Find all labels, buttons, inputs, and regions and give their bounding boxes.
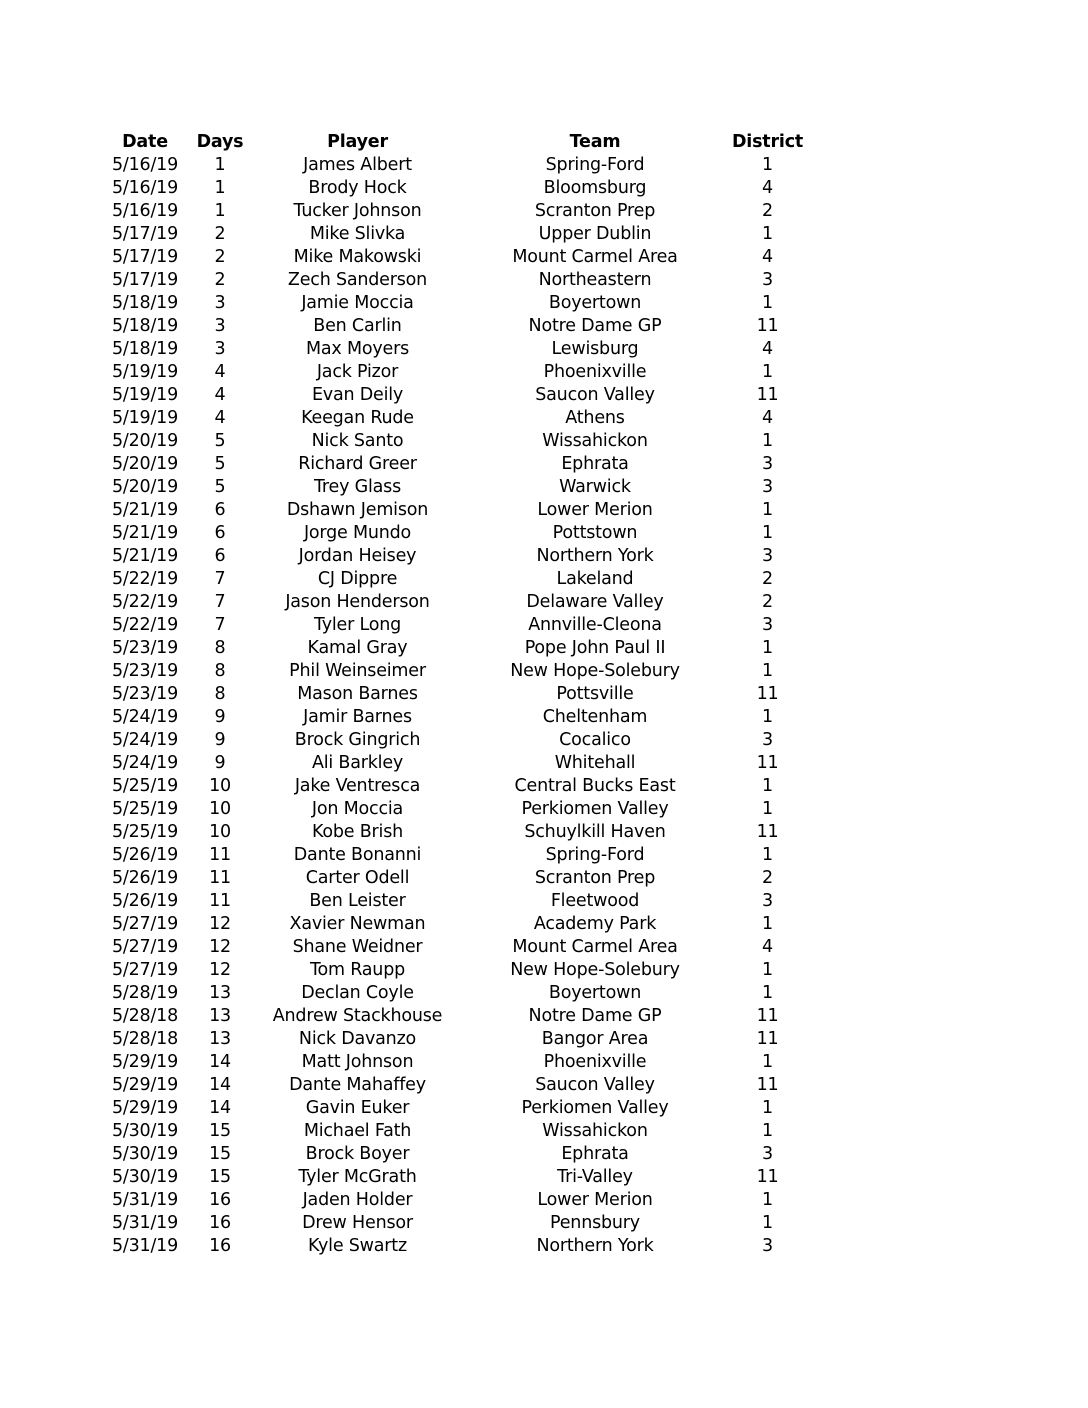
cell-date: 5/25/19 (111, 799, 179, 819)
cell-player: Tucker Johnson (293, 201, 422, 221)
cell-date: 5/28/19 (111, 983, 179, 1003)
cell-date: 5/27/19 (111, 960, 179, 980)
cell-days: 15 (209, 1144, 231, 1164)
cell-date: 5/24/19 (111, 707, 179, 727)
table-row (95, 200, 815, 223)
header-row (95, 131, 815, 154)
cell-team: Perkiomen Valley (521, 1098, 669, 1118)
cell-date: 5/25/19 (111, 776, 179, 796)
cell-district: 11 (756, 1075, 779, 1095)
cell-district: 4 (762, 408, 773, 428)
cell-days: 5 (214, 477, 226, 497)
cell-date: 5/17/19 (111, 247, 179, 267)
cell-district: 1 (762, 960, 773, 980)
cell-district: 3 (762, 730, 773, 750)
cell-days: 9 (214, 730, 226, 750)
cell-team: Notre Dame GP (528, 1006, 662, 1026)
cell-player: Phil Weinseimer (289, 661, 426, 681)
cell-district: 11 (756, 822, 779, 842)
cell-days: 14 (209, 1098, 231, 1118)
table-row (95, 1235, 815, 1258)
table-row (95, 292, 815, 315)
cell-team: New Hope-Solebury (510, 960, 680, 980)
cell-date: 5/17/19 (111, 270, 179, 290)
cell-date: 5/19/19 (111, 385, 179, 405)
cell-days: 7 (214, 569, 226, 589)
table-row (95, 384, 815, 407)
cell-days: 11 (209, 868, 231, 888)
cell-player: Jamir Barnes (303, 707, 412, 727)
cell-team: Notre Dame GP (528, 316, 662, 336)
cell-player: Dante Bonanni (293, 845, 422, 865)
cell-district: 11 (756, 684, 779, 704)
table-row (95, 729, 815, 752)
cell-days: 2 (214, 247, 226, 267)
cell-team: Pottsville (556, 684, 634, 704)
cell-days: 10 (209, 822, 231, 842)
cell-district: 2 (762, 592, 773, 612)
cell-district: 2 (762, 868, 773, 888)
table-row (95, 453, 815, 476)
table-row (95, 1028, 815, 1051)
table-row (95, 683, 815, 706)
cell-team: Boyertown (548, 983, 642, 1003)
cell-team: Mount Carmel Area (512, 937, 678, 957)
cell-team: Spring-Ford (545, 155, 645, 175)
table-row (95, 154, 815, 177)
cell-district: 1 (762, 799, 773, 819)
cell-days: 2 (214, 270, 226, 290)
cell-date: 5/28/18 (111, 1006, 179, 1026)
cell-team: Saucon Valley (535, 385, 655, 405)
cell-district: 4 (762, 247, 773, 267)
cell-player: Gavin Euker (305, 1098, 410, 1118)
cell-district: 1 (762, 500, 773, 520)
cell-date: 5/22/19 (111, 592, 179, 612)
cell-date: 5/16/19 (111, 178, 179, 198)
cell-player: Brock Boyer (305, 1144, 410, 1164)
cell-date: 5/24/19 (111, 753, 179, 773)
cell-district: 1 (762, 523, 773, 543)
table-row (95, 913, 815, 936)
cell-days: 12 (209, 937, 231, 957)
cell-date: 5/17/19 (111, 224, 179, 244)
cell-team: Tri-Valley (557, 1167, 633, 1187)
cell-team: Boyertown (548, 293, 642, 313)
cell-days: 13 (209, 1006, 231, 1026)
cell-days: 4 (214, 408, 226, 428)
cell-team: Saucon Valley (535, 1075, 655, 1095)
table-row (95, 1143, 815, 1166)
cell-district: 3 (762, 1236, 773, 1256)
table-row (95, 706, 815, 729)
cell-player: Tyler McGrath (298, 1167, 417, 1187)
cell-player: Richard Greer (298, 454, 417, 474)
cell-date: 5/28/18 (111, 1029, 179, 1049)
cell-days: 9 (214, 707, 226, 727)
cell-days: 11 (209, 891, 231, 911)
cell-team: Athens (565, 408, 625, 428)
cell-days: 12 (209, 914, 231, 934)
cell-player: Michael Fath (303, 1121, 412, 1141)
column-header-days: Days (196, 132, 244, 152)
cell-district: 11 (756, 1029, 779, 1049)
cell-player: Keegan Rude (301, 408, 414, 428)
cell-team: Delaware Valley (526, 592, 664, 612)
cell-date: 5/21/19 (111, 500, 179, 520)
cell-date: 5/23/19 (111, 684, 179, 704)
cell-date: 5/24/19 (111, 730, 179, 750)
cell-player: Kobe Brish (311, 822, 404, 842)
cell-player: Jaden Holder (302, 1190, 413, 1210)
table-row (95, 1120, 815, 1143)
table-row (95, 1189, 815, 1212)
table-row (95, 591, 815, 614)
cell-team: Phoenixville (543, 1052, 647, 1072)
table-row (95, 1005, 815, 1028)
cell-player: Trey Glass (314, 477, 401, 497)
cell-days: 3 (214, 316, 226, 336)
cell-player: Matt Johnson (301, 1052, 414, 1072)
cell-player: Dante Mahaffey (289, 1075, 426, 1095)
table-row (95, 568, 815, 591)
cell-days: 4 (214, 385, 226, 405)
cell-district: 1 (762, 293, 773, 313)
cell-days: 16 (209, 1213, 231, 1233)
cell-date: 5/16/19 (111, 201, 179, 221)
cell-days: 6 (214, 546, 226, 566)
cell-district: 11 (756, 1006, 779, 1026)
cell-player: Ben Leister (309, 891, 406, 911)
cell-player: Ben Carlin (313, 316, 402, 336)
cell-team: Upper Dublin (538, 224, 652, 244)
table-row (95, 798, 815, 821)
cell-district: 11 (756, 316, 779, 336)
cell-player: Drew Hensor (302, 1213, 413, 1233)
cell-player: Brody Hock (308, 178, 407, 198)
table-row (95, 1166, 815, 1189)
cell-date: 5/29/19 (111, 1075, 179, 1095)
cell-district: 1 (762, 224, 773, 244)
cell-district: 1 (762, 1213, 773, 1233)
cell-team: Bangor Area (541, 1029, 649, 1049)
cell-player: Ali Barkley (311, 753, 404, 773)
table-row (95, 844, 815, 867)
cell-date: 5/31/19 (111, 1236, 179, 1256)
cell-district: 1 (762, 914, 773, 934)
cell-team: Spring-Ford (545, 845, 645, 865)
cell-date: 5/23/19 (111, 661, 179, 681)
table-row (95, 338, 815, 361)
cell-days: 15 (209, 1121, 231, 1141)
cell-district: 1 (762, 362, 773, 382)
cell-player: James Albert (303, 155, 412, 175)
column-header-date: Date (122, 132, 168, 152)
table-row (95, 637, 815, 660)
cell-player: Mike Makowski (293, 247, 422, 267)
column-header-player: Player (327, 132, 388, 152)
cell-player: Tom Raupp (309, 960, 406, 980)
cell-player: Nick Davanzo (298, 1029, 417, 1049)
cell-date: 5/25/19 (111, 822, 179, 842)
table-row (95, 476, 815, 499)
cell-team: Northern York (536, 1236, 654, 1256)
cell-team: Ephrata (561, 1144, 629, 1164)
cell-player: Jordan Heisey (298, 546, 417, 566)
cell-district: 1 (762, 431, 773, 451)
table-row (95, 177, 815, 200)
table-row (95, 614, 815, 637)
cell-district: 1 (762, 1121, 773, 1141)
cell-date: 5/23/19 (111, 638, 179, 658)
cell-date: 5/27/19 (111, 914, 179, 934)
cell-player: Nick Santo (311, 431, 404, 451)
cell-district: 11 (756, 1167, 779, 1187)
cell-date: 5/29/19 (111, 1052, 179, 1072)
cell-team: Fleetwood (550, 891, 640, 911)
cell-team: Central Bucks East (514, 776, 676, 796)
cell-date: 5/18/19 (111, 316, 179, 336)
cell-player: Tyler Long (313, 615, 402, 635)
cell-player: Carter Odell (305, 868, 410, 888)
cell-days: 16 (209, 1236, 231, 1256)
cell-days: 10 (209, 799, 231, 819)
cell-team: Schuylkill Haven (524, 822, 666, 842)
cell-days: 14 (209, 1052, 231, 1072)
cell-district: 2 (762, 569, 773, 589)
cell-player: Max Moyers (306, 339, 409, 359)
cell-date: 5/26/19 (111, 845, 179, 865)
cell-date: 5/30/19 (111, 1167, 179, 1187)
cell-district: 3 (762, 270, 773, 290)
cell-days: 15 (209, 1167, 231, 1187)
cell-days: 4 (214, 362, 226, 382)
cell-district: 1 (762, 983, 773, 1003)
cell-player: Mike Slivka (309, 224, 406, 244)
cell-days: 8 (214, 684, 226, 704)
cell-district: 3 (762, 546, 773, 566)
cell-team: Annville-Cleona (528, 615, 662, 635)
table-row (95, 867, 815, 890)
cell-days: 8 (214, 661, 226, 681)
cell-district: 4 (762, 339, 773, 359)
cell-player: Mason Barnes (297, 684, 418, 704)
cell-district: 3 (762, 615, 773, 635)
cell-team: Perkiomen Valley (521, 799, 669, 819)
cell-days: 11 (209, 845, 231, 865)
cell-team: Scranton Prep (534, 868, 656, 888)
cell-team: New Hope-Solebury (510, 661, 680, 681)
cell-date: 5/22/19 (111, 569, 179, 589)
cell-team: Mount Carmel Area (512, 247, 678, 267)
cell-team: Academy Park (533, 914, 657, 934)
cell-days: 7 (214, 592, 226, 612)
cell-team: Northeastern (538, 270, 652, 290)
table-body (95, 154, 815, 1258)
table-row (95, 959, 815, 982)
table-row (95, 1212, 815, 1235)
cell-district: 1 (762, 155, 773, 175)
cell-player: Jon Moccia (311, 799, 404, 819)
cell-date: 5/26/19 (111, 868, 179, 888)
cell-date: 5/30/19 (111, 1144, 179, 1164)
cell-player: Andrew Stackhouse (272, 1006, 443, 1026)
cell-date: 5/31/19 (111, 1190, 179, 1210)
column-header-team: Team (569, 132, 621, 152)
cell-date: 5/22/19 (111, 615, 179, 635)
cell-district: 2 (762, 201, 773, 221)
cell-player: CJ Dippre (317, 569, 398, 589)
table-row (95, 269, 815, 292)
cell-days: 9 (214, 753, 226, 773)
table-row (95, 499, 815, 522)
cell-player: Zech Sanderson (287, 270, 428, 290)
cell-team: Ephrata (561, 454, 629, 474)
cell-date: 5/18/19 (111, 293, 179, 313)
cell-date: 5/20/19 (111, 431, 179, 451)
cell-player: Dshawn Jemison (286, 500, 429, 520)
table-row (95, 1097, 815, 1120)
cell-district: 1 (762, 776, 773, 796)
cell-team: Phoenixville (543, 362, 647, 382)
cell-district: 1 (762, 638, 773, 658)
cell-days: 13 (209, 983, 231, 1003)
cell-team: Wissahickon (542, 1121, 648, 1141)
table-row (95, 1074, 815, 1097)
cell-date: 5/19/19 (111, 362, 179, 382)
cell-player: Evan Deily (311, 385, 404, 405)
cell-days: 6 (214, 500, 226, 520)
cell-team: Lewisburg (551, 339, 639, 359)
cell-player: Jack Pizor (316, 362, 399, 382)
cell-district: 1 (762, 1052, 773, 1072)
cell-team: Pottstown (552, 523, 638, 543)
cell-player: Jake Ventresca (294, 776, 421, 796)
table-row (95, 660, 815, 683)
cell-player: Shane Weidner (292, 937, 423, 957)
cell-days: 1 (214, 201, 226, 221)
cell-district: 1 (762, 661, 773, 681)
cell-date: 5/16/19 (111, 155, 179, 175)
cell-district: 1 (762, 1098, 773, 1118)
table-row (95, 982, 815, 1005)
cell-player: Xavier Newman (289, 914, 426, 934)
cell-player: Jason Henderson (285, 592, 430, 612)
table-row (95, 223, 815, 246)
cell-team: Lower Merion (537, 1190, 653, 1210)
table-row (95, 315, 815, 338)
table-row (95, 936, 815, 959)
cell-player: Brock Gingrich (294, 730, 421, 750)
table-row (95, 361, 815, 384)
cell-days: 16 (209, 1190, 231, 1210)
player-roster-table (95, 131, 815, 1258)
cell-district: 3 (762, 891, 773, 911)
cell-player: Jorge Mundo (303, 523, 412, 543)
cell-player: Kamal Gray (307, 638, 408, 658)
table-row (95, 752, 815, 775)
cell-team: Scranton Prep (534, 201, 656, 221)
cell-days: 5 (214, 454, 226, 474)
cell-player: Jamie Moccia (301, 293, 414, 313)
table-row (95, 1051, 815, 1074)
cell-district: 11 (756, 753, 779, 773)
cell-team: Lakeland (556, 569, 634, 589)
cell-district: 1 (762, 707, 773, 727)
cell-date: 5/20/19 (111, 454, 179, 474)
table-row (95, 775, 815, 798)
cell-days: 10 (209, 776, 231, 796)
cell-team: Wissahickon (542, 431, 648, 451)
table-row (95, 407, 815, 430)
cell-days: 8 (214, 638, 226, 658)
cell-days: 2 (214, 224, 226, 244)
table-row (95, 821, 815, 844)
cell-team: Warwick (559, 477, 631, 497)
cell-days: 12 (209, 960, 231, 980)
column-header-district: District (731, 132, 804, 152)
cell-team: Pope John Paul II (524, 638, 666, 658)
cell-team: Bloomsburg (543, 178, 647, 198)
cell-district: 1 (762, 845, 773, 865)
cell-date: 5/21/19 (111, 523, 179, 543)
table-row (95, 430, 815, 453)
cell-player: Declan Coyle (301, 983, 414, 1003)
cell-days: 7 (214, 615, 226, 635)
cell-days: 5 (214, 431, 226, 451)
cell-days: 6 (214, 523, 226, 543)
cell-date: 5/19/19 (111, 408, 179, 428)
cell-date: 5/26/19 (111, 891, 179, 911)
cell-date: 5/30/19 (111, 1121, 179, 1141)
cell-district: 3 (762, 454, 773, 474)
cell-date: 5/29/19 (111, 1098, 179, 1118)
cell-team: Northern York (536, 546, 654, 566)
cell-days: 1 (214, 178, 226, 198)
cell-days: 13 (209, 1029, 231, 1049)
cell-district: 3 (762, 477, 773, 497)
cell-date: 5/18/19 (111, 339, 179, 359)
cell-district: 1 (762, 1190, 773, 1210)
cell-team: Pennsbury (550, 1213, 640, 1233)
cell-team: Lower Merion (537, 500, 653, 520)
cell-days: 3 (214, 293, 226, 313)
cell-player: Kyle Swartz (308, 1236, 407, 1256)
table-row (95, 246, 815, 269)
cell-days: 3 (214, 339, 226, 359)
cell-district: 4 (762, 937, 773, 957)
table-row (95, 890, 815, 913)
cell-date: 5/27/19 (111, 937, 179, 957)
cell-team: Cocalico (559, 730, 631, 750)
cell-date: 5/20/19 (111, 477, 179, 497)
cell-date: 5/31/19 (111, 1213, 179, 1233)
cell-district: 11 (756, 385, 779, 405)
cell-team: Cheltenham (542, 707, 648, 727)
cell-district: 4 (762, 178, 773, 198)
cell-district: 3 (762, 1144, 773, 1164)
table-row (95, 545, 815, 568)
cell-days: 14 (209, 1075, 231, 1095)
table-row (95, 522, 815, 545)
table-header (95, 131, 815, 154)
cell-days: 1 (214, 155, 226, 175)
cell-team: Whitehall (554, 753, 636, 773)
cell-date: 5/21/19 (111, 546, 179, 566)
